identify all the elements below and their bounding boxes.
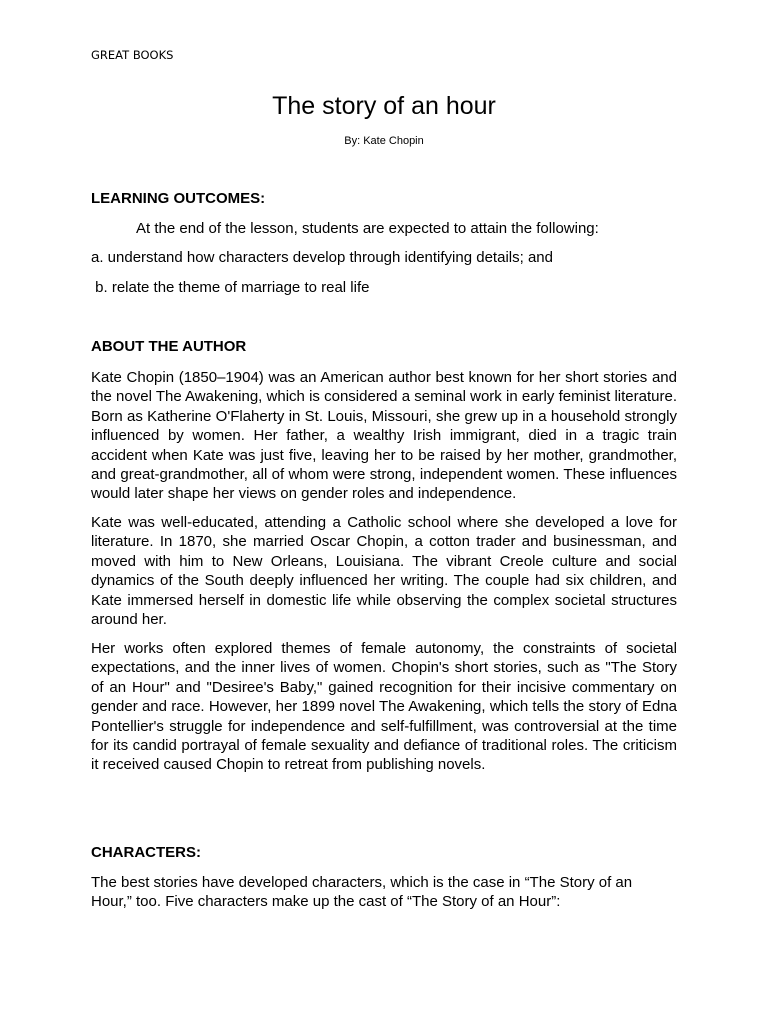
learning-outcomes-intro: At the end of the lesson, students are expected to attain the following: [136,220,599,237]
about-author-paragraph: Kate Chopin (1850–1904) was an American author best known for her short stories and the novel The Awakening, which is considered a seminal work in early feminist literature. Born as Katherine O'Flaherty in St. Louis, Missouri, she grew up in a household strongly influenced by women. Her father, a wealthy Irish immigrant, died in a tragic train accident when Kate was just five, leaving her to be raised by her mother, grandmother, and great-grandmother, all of whom were strong, independent women. These influences would later shape her views on gender roles and independence. [91,369,677,503]
learning-outcome-item: a. understand how characters develop through identifying details; and [91,249,553,266]
header-label: GREAT BOOKS [91,48,174,62]
about-author-paragraph: Her works often explored themes of female autonomy, the constraints of societal expectations, and the inner lives of women. Chopin's short stories, such as "The Story of an Hour" and "Desiree's Baby," gained recognition for their incisive commentary on gender and race. However, her 1899 novel The Awakening, which tells the story of Edna Pontellier's struggle for independence and self-fulfillment, was controversial at the time for its candid portrayal of female sexuality and defiance of traditional roles. The criticism it received caused Chopin to retreat from publishing novels. [91,640,677,774]
learning-outcome-item: b. relate the theme of marriage to real life [91,279,370,296]
about-author-heading: ABOUT THE AUTHOR [91,338,247,355]
characters-heading: CHARACTERS: [91,844,201,861]
author-byline: By: Kate Chopin [344,135,424,147]
page-title: The story of an hour [272,92,496,120]
characters-paragraph: The best stories have developed characters, which is the case in “The Story of an Hour,” too. Five characters make up the cast of “The Story of an Hour”: [91,874,633,911]
learning-outcomes-heading: LEARNING OUTCOMES: [91,190,266,207]
about-author-paragraph: Kate was well-educated, attending a Catholic school where she developed a love for literature. In 1870, she married Oscar Chopin, a cotton trader and businessman, and moved with him to New Orleans, Louisiana. The vibrant Creole culture and social dynamics of the South deeply influenced her writing. The couple had six children, and Kate immersed herself in domestic life while observing the complex societal structures around her. [91,514,677,629]
